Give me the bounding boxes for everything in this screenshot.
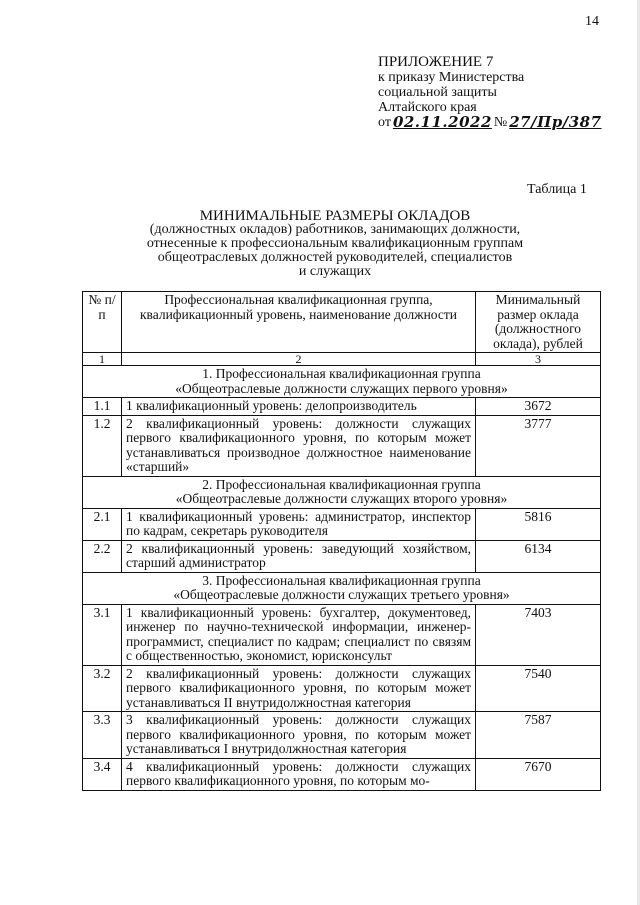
row-description: 1 квалификационный уровень: делопроизводитель (122, 398, 476, 416)
group-subtitle: «Общеотраслевые должности служащих первого уровня» (175, 380, 508, 396)
row-salary: 3777 (476, 415, 601, 476)
row-number: 3.3 (83, 712, 122, 759)
row-description: 2 квалификационный уровень: должности служащих первого квалификационного уровня, по которым может устанавливаться II внутридолжностная категория (122, 665, 476, 712)
row-description: 2 квалификационный уровень: заведующий хозяйством, старший администратор (122, 540, 476, 572)
appendix-line-3: Алтайского края (378, 100, 477, 115)
table-row (83, 508, 601, 540)
table-row (83, 758, 601, 790)
row-salary: 6134 (476, 540, 601, 572)
appendix-block (378, 55, 604, 130)
row-number: 3.1 (83, 604, 122, 665)
table-row (83, 712, 601, 759)
row-description: 4 квалификационный уровень: должности служащих первого квалификационного уровня, по которым мо- (122, 758, 476, 790)
group-cell (83, 476, 601, 508)
row-description: 1 квалификационный уровень: бухгалтер, документовед, инженер по научно-технической информации, инженер-программист, специалист по кадрам; специалист по связям с общественностью, экономист, юрисконсульт (122, 604, 476, 665)
group-row (83, 572, 601, 604)
row-description: 2 квалификационный уровень: должности служащих первого квалификационного уровня, по которым может устанавливаться производное должностное наименование «старший» (122, 415, 476, 476)
header-col-group: Профессиональная квалификационная группа, квалификационный уровень, наименование должности (122, 292, 476, 353)
header-col-salary: Минимальный размер оклада (должностного оклада), рублей (476, 292, 601, 353)
row-salary: 7403 (476, 604, 601, 665)
table-row (83, 398, 601, 416)
appendix-line-1: к приказу Министерства (378, 70, 525, 85)
row-salary: 7670 (476, 758, 601, 790)
heading-line-5: и служащих (298, 264, 372, 279)
row-number: 2.1 (83, 508, 122, 540)
group-cell (83, 366, 601, 398)
handwritten-number: 27/Пр/387 (509, 113, 602, 131)
heading-line-2: (должностных окладов) работников, занимающих должности, (149, 222, 521, 237)
document-heading (120, 209, 550, 279)
salary-table (82, 291, 601, 791)
appendix-title: ПРИЛОЖЕНИЕ 7 (378, 54, 494, 70)
heading-line-3: отнесенные к профессиональным квалификационным группам (146, 236, 524, 251)
row-number: 1.1 (83, 398, 122, 416)
group-title: 1. Профессиональная квалификационная группа (202, 366, 481, 381)
row-number: 3.4 (83, 758, 122, 790)
handwritten-date: 02.11.2022 (392, 113, 492, 131)
heading-line-1: МИНИМАЛЬНЫЕ РАЗМЕРЫ ОКЛАДОВ (199, 208, 471, 224)
group-row (83, 366, 601, 398)
row-number: 2.2 (83, 540, 122, 572)
column-number-row (83, 353, 601, 366)
table-row (83, 415, 601, 476)
page-number: 14 (585, 14, 599, 29)
row-description: 3 квалификационный уровень: должности служащих первого квалификационного уровня, по которым может устанавливаться I внутридолжностная категория (122, 712, 476, 759)
row-salary: 7587 (476, 712, 601, 759)
group-title: 3. Профессиональная квалификационная группа (202, 572, 481, 588)
number-prefix: № (493, 115, 508, 130)
group-subtitle: «Общеотраслевые должности служащих второго уровня» (175, 491, 508, 506)
header-col-number: № п/п (83, 292, 122, 353)
table-row (83, 540, 601, 572)
date-prefix: от (378, 115, 391, 130)
row-number: 3.2 (83, 665, 122, 712)
table-row (83, 604, 601, 665)
column-number: 1 (83, 353, 122, 366)
row-salary: 7540 (476, 665, 601, 712)
group-subtitle: «Общеотраслевые должности служащих третьего уровня» (173, 587, 510, 602)
row-salary: 3672 (476, 398, 601, 416)
table-label: Таблица 1 (527, 182, 587, 197)
row-description: 1 квалификационный уровень: администратор, инспектор по кадрам, секретарь руководителя (122, 508, 476, 540)
table-header-row (83, 292, 601, 353)
group-row (83, 476, 601, 508)
row-salary: 5816 (476, 508, 601, 540)
column-number: 3 (476, 353, 601, 366)
group-cell (83, 572, 601, 604)
group-title: 2. Профессиональная квалификационная группа (202, 476, 481, 492)
row-number: 1.2 (83, 415, 122, 476)
appendix-date-line (378, 115, 604, 130)
table-row (83, 665, 601, 712)
heading-line-4: общеотраслевых должностей руководителей, специалистов (157, 250, 513, 265)
column-number: 2 (122, 353, 476, 366)
appendix-line-2: социальной защиты (378, 85, 497, 100)
